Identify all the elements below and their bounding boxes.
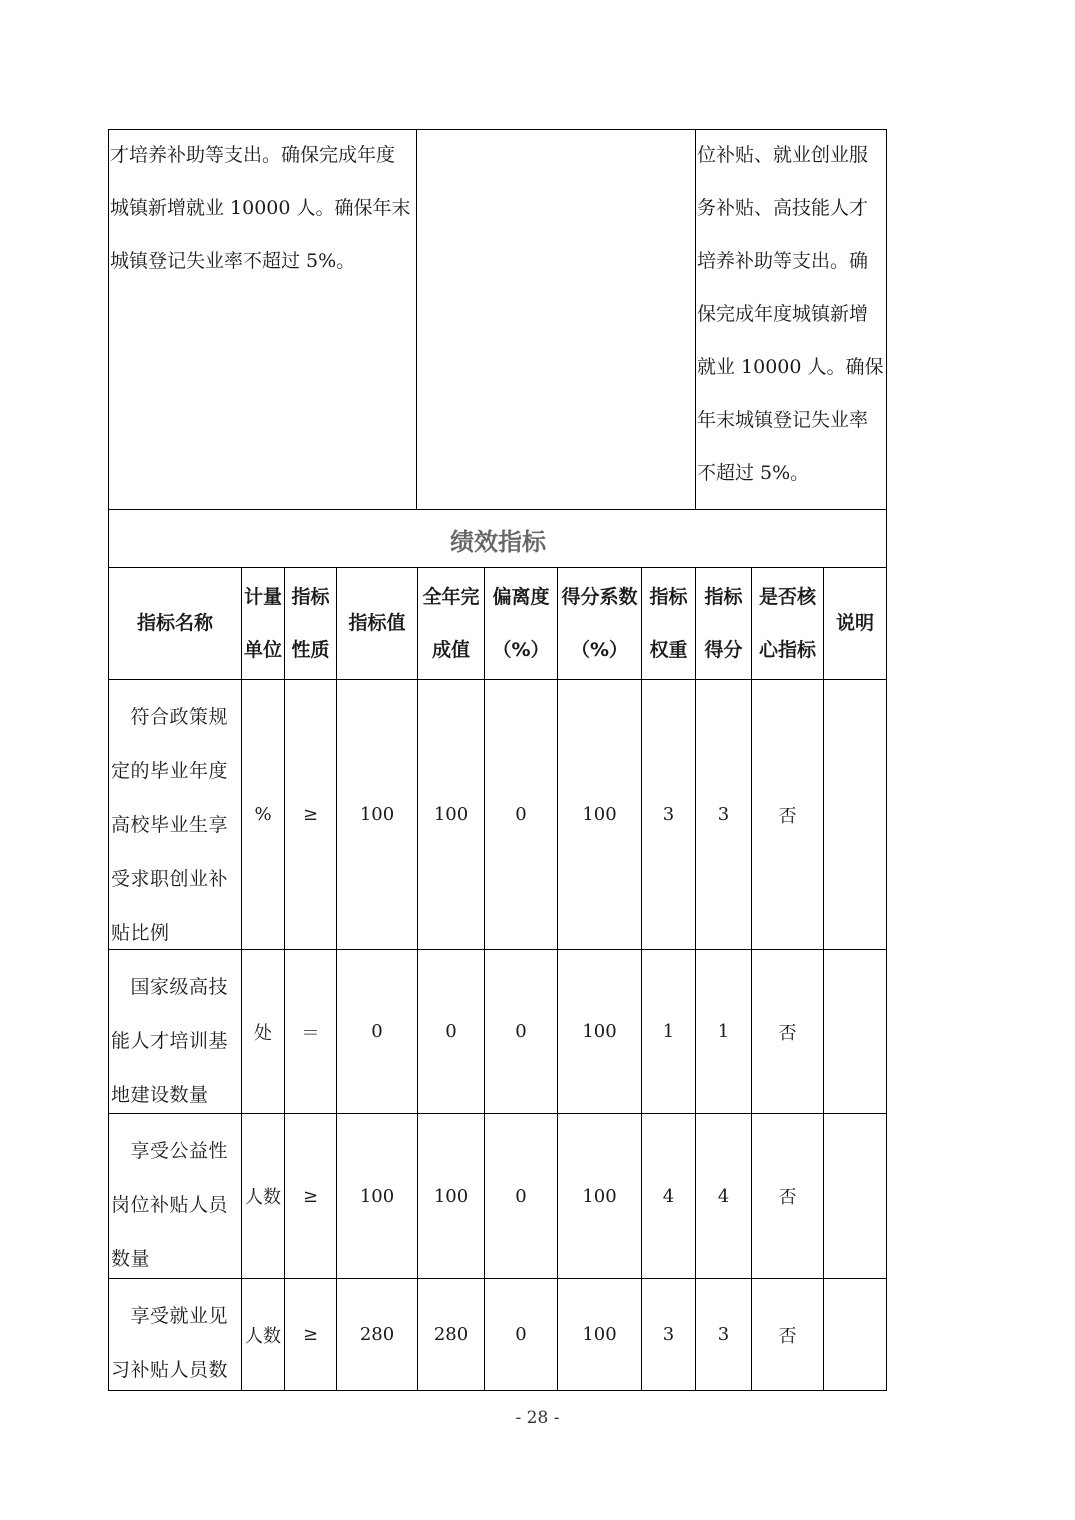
cell-value-core: 否 xyxy=(778,1187,797,1208)
header-cell-unit xyxy=(242,568,284,679)
row-actual-cell xyxy=(418,1279,484,1390)
grid-line xyxy=(886,129,887,1390)
cell-value-coefficient: 100 xyxy=(582,804,617,825)
header-label xyxy=(109,568,241,679)
top-middle-cell xyxy=(418,131,694,509)
row-score-cell xyxy=(696,950,751,1113)
header-label-line: 指标名称 xyxy=(136,612,213,634)
cell-value-note xyxy=(824,1114,886,1278)
row-actual-cell xyxy=(418,950,484,1113)
header-label-line: （%） xyxy=(570,638,629,661)
cell-value-nature: ＝ xyxy=(301,1022,320,1044)
cell-value-target: 100 xyxy=(359,1185,395,1207)
page-number: - 28 - xyxy=(515,1408,560,1428)
cell-value-score: 4 xyxy=(717,1185,730,1207)
row-weight-cell xyxy=(642,950,695,1113)
cell-value-deviation: 0 xyxy=(515,804,527,825)
header-label xyxy=(824,568,886,679)
indicator-name-line: 享受公益性 xyxy=(111,1140,229,1162)
header-label-line: 指标 xyxy=(704,585,743,608)
cell-value-note xyxy=(824,950,886,1113)
header-cell-weight xyxy=(642,568,695,679)
cell-value-unit: 人数 xyxy=(245,1187,281,1208)
cell-value-score: 3 xyxy=(717,1324,730,1345)
grid-line xyxy=(695,129,696,509)
cell-value-target: 100 xyxy=(359,804,395,825)
row-deviation-cell xyxy=(485,950,557,1113)
row-nature-cell xyxy=(285,680,336,949)
cell-value-actual: 0 xyxy=(445,1021,457,1042)
row-coefficient-cell xyxy=(558,680,641,949)
header-label xyxy=(485,568,557,679)
row-name-cell xyxy=(109,950,241,1113)
row-core-cell xyxy=(752,1279,823,1390)
indicator-name-line: 数量 xyxy=(111,1248,151,1270)
top-right-text-line: 年末城镇登记失业率 xyxy=(697,409,869,431)
row-actual-cell xyxy=(418,680,484,949)
top-left-text-line: 城镇登记失业率不超过 5%。 xyxy=(110,250,356,272)
row-unit-cell xyxy=(242,1279,284,1390)
indicator-name-line: 习补贴人员数 xyxy=(111,1359,229,1381)
indicator-name-line: 贴比例 xyxy=(111,922,170,944)
row-target-cell xyxy=(337,1279,417,1390)
cell-value-coefficient: 100 xyxy=(582,1185,617,1207)
header-label-line: 成值 xyxy=(431,638,470,661)
row-name-cell xyxy=(109,1279,241,1390)
cell-value-target: 0 xyxy=(371,1021,383,1042)
header-cell-score xyxy=(696,568,751,679)
cell-value-deviation: 0 xyxy=(515,1021,527,1042)
cell-value-unit: % xyxy=(254,804,272,825)
grid-line xyxy=(416,129,417,509)
row-actual-cell xyxy=(418,1114,484,1278)
cell-value-score: 1 xyxy=(717,1021,730,1042)
row-nature-cell xyxy=(285,1279,336,1390)
cell-value-score: 3 xyxy=(717,804,730,825)
header-label-line: 得分 xyxy=(704,638,743,661)
cell-value-nature: ≥ xyxy=(302,1185,319,1207)
cell-value-core: 否 xyxy=(778,805,797,827)
header-label-line: 全年完 xyxy=(422,585,480,608)
cell-value-weight: 1 xyxy=(662,1021,675,1042)
row-weight-cell xyxy=(642,1279,695,1390)
row-target-cell xyxy=(337,1114,417,1278)
indicator-name-line: 岗位补贴人员 xyxy=(111,1194,229,1216)
row-nature-cell xyxy=(285,1114,336,1278)
top-right-text-line: 保完成年度城镇新增 xyxy=(697,303,869,325)
cell-value-core: 否 xyxy=(778,1022,797,1044)
row-name-cell xyxy=(109,1114,241,1278)
top-right-text-line: 就业 10000 人。确保 xyxy=(697,356,884,378)
top-left-text-line: 才培养补助等支出。确保完成年度 xyxy=(110,144,396,166)
row-coefficient-cell xyxy=(558,950,641,1113)
header-label-line: 指标值 xyxy=(348,612,406,634)
row-core-cell xyxy=(752,950,823,1113)
row-target-cell xyxy=(337,680,417,949)
header-cell-actual xyxy=(418,568,484,679)
row-score-cell xyxy=(696,680,751,949)
cell-value-target: 280 xyxy=(359,1324,395,1345)
row-coefficient-cell xyxy=(558,1114,641,1278)
header-cell-nature xyxy=(285,568,336,679)
top-right-cell xyxy=(697,129,883,500)
indicator-name xyxy=(111,960,239,1122)
row-score-cell xyxy=(696,1114,751,1278)
header-label-line: 指标 xyxy=(291,585,330,608)
indicator-name-line: 地建设数量 xyxy=(111,1084,209,1106)
header-label-line: 是否核 xyxy=(758,585,816,608)
cell-value-deviation: 0 xyxy=(515,1185,527,1207)
header-label xyxy=(752,568,823,679)
row-note-cell xyxy=(824,950,886,1113)
cell-value-actual: 100 xyxy=(433,804,469,825)
row-unit-cell xyxy=(242,950,284,1113)
header-label-line: 性质 xyxy=(291,638,330,661)
row-core-cell xyxy=(752,1114,823,1278)
header-label-line: 指标 xyxy=(649,585,688,608)
row-deviation-cell xyxy=(485,680,557,949)
cell-value-weight: 3 xyxy=(662,1324,675,1345)
header-cell-coefficient xyxy=(558,568,641,679)
indicator-name xyxy=(111,1124,239,1286)
top-left-cell xyxy=(110,129,416,288)
top-right-text-line: 务补贴、高技能人才 xyxy=(697,197,869,219)
row-deviation-cell xyxy=(485,1114,557,1278)
indicator-name-line: 享受就业见 xyxy=(111,1305,229,1327)
header-label xyxy=(285,568,336,679)
cell-value-note xyxy=(824,680,886,949)
indicator-name-line: 符合政策规 xyxy=(111,706,229,728)
cell-value-deviation: 0 xyxy=(515,1324,527,1345)
header-label-line: （%） xyxy=(492,638,550,661)
row-note-cell xyxy=(824,1279,886,1390)
header-cell-name xyxy=(109,568,241,679)
header-label xyxy=(696,568,751,679)
cell-value-unit: 人数 xyxy=(245,1325,281,1347)
header-label-line: 心指标 xyxy=(758,638,816,661)
cell-value-actual: 100 xyxy=(433,1185,469,1207)
section-title: 绩效指标 xyxy=(450,527,546,556)
grid-line xyxy=(108,509,887,510)
header-cell-core xyxy=(752,568,823,679)
row-unit-cell xyxy=(242,1114,284,1278)
cell-value-weight: 4 xyxy=(662,1185,675,1207)
header-label xyxy=(242,568,284,679)
top-right-text-line: 培养补助等支出。确 xyxy=(697,250,869,272)
indicator-name-line: 能人才培训基 xyxy=(111,1030,229,1052)
top-left-text-line: 城镇新增就业 10000 人。确保年末 xyxy=(110,197,411,219)
row-nature-cell xyxy=(285,950,336,1113)
header-label xyxy=(337,568,417,679)
cell-value-coefficient: 100 xyxy=(582,1021,617,1042)
row-note-cell xyxy=(824,680,886,949)
indicator-name-line: 高校毕业生享 xyxy=(111,814,229,836)
indicator-name-line: 定的毕业年度 xyxy=(111,760,229,782)
row-note-cell xyxy=(824,1114,886,1278)
top-right-text-line: 位补贴、就业创业服 xyxy=(697,144,869,166)
header-cell-deviation xyxy=(485,568,557,679)
header-label xyxy=(642,568,695,679)
row-target-cell xyxy=(337,950,417,1113)
cell-value-unit: 处 xyxy=(254,1022,272,1044)
row-weight-cell xyxy=(642,680,695,949)
row-score-cell xyxy=(696,1279,751,1390)
header-label-line: 计量 xyxy=(243,585,282,608)
cell-value-weight: 3 xyxy=(662,804,675,825)
header-label-line: 权重 xyxy=(649,638,688,661)
row-coefficient-cell xyxy=(558,1279,641,1390)
header-label-line: 偏离度 xyxy=(492,585,550,608)
indicator-name-line: 国家级高技 xyxy=(111,976,229,998)
row-unit-cell xyxy=(242,680,284,949)
cell-value-actual: 280 xyxy=(433,1324,469,1345)
header-label-line: 单位 xyxy=(243,638,282,661)
top-right-text-line: 不超过 5%。 xyxy=(697,462,810,484)
header-label xyxy=(558,568,641,679)
header-label-line: 说明 xyxy=(835,612,874,634)
header-label xyxy=(418,568,484,679)
row-core-cell xyxy=(752,680,823,949)
indicator-name xyxy=(111,1289,239,1397)
cell-value-note xyxy=(824,1279,886,1390)
header-cell-note xyxy=(824,568,886,679)
row-deviation-cell xyxy=(485,1279,557,1390)
row-weight-cell xyxy=(642,1114,695,1278)
cell-value-coefficient: 100 xyxy=(582,1324,617,1345)
indicator-name xyxy=(111,690,239,960)
header-cell-target xyxy=(337,568,417,679)
cell-value-core: 否 xyxy=(778,1325,797,1347)
row-name-cell xyxy=(109,680,241,949)
cell-value-nature: ≥ xyxy=(302,804,319,825)
cell-value-nature: ≥ xyxy=(302,1324,319,1345)
header-label-line: 得分系数 xyxy=(561,585,638,608)
indicator-name-line: 受求职创业补 xyxy=(111,868,229,890)
